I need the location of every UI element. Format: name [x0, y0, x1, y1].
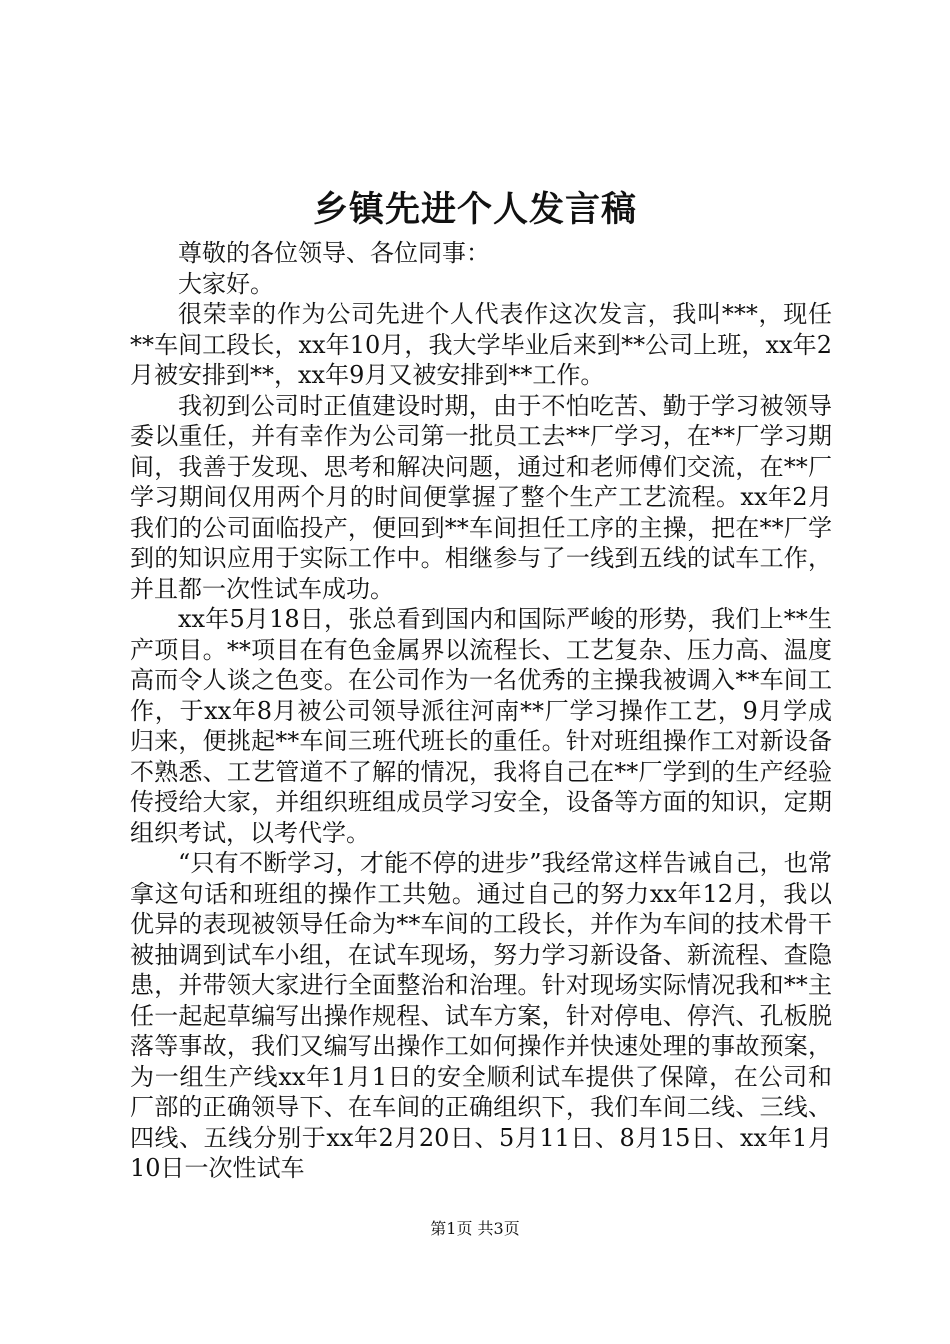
paragraph: 我初到公司时正值建设时期，由于不怕吃苦、勤于学习被领导委以重任，并有幸作为公司第一批员工去**厂学习，在**厂学习期间，我善于发现、思考和解决问题，通过和老师傅们交流，在**厂学习期间仅用两个月的时间便掌握了整个生产工艺流程。xx年2月我们的公司面临投产，便回到**车间担任工序的主操，把在**厂学到的知识应用于实际工作中。相继参与了一线到五线的试车工作，并且都一次性试车成功。: [130, 391, 832, 603]
salutation: 尊敬的各位领导、各位同事：: [178, 239, 490, 267]
greeting: 大家好。: [178, 269, 274, 298]
paragraph: 很荣幸的作为公司先进个人代表作这次发言，我叫***，现任**车间工段长，xx年10月，我大学毕业后来到**公司上班，xx年2月被安排到**，xx年9月又被安排到**工作。: [130, 300, 832, 389]
page-number-footer: 第1页 共3页: [430, 1219, 520, 1238]
document-body: [130, 238, 832, 1184]
paragraph: “只有不断学习，才能不停的进步”我经常这样告诫自己，也常拿这句话和班组的操作工共勉。通过自己的努力xx年12月，我以优异的表现被领导任命为**车间的工段长，并作为车间的技术骨干被抽调到试车小组，在试车现场，努力学习新设备、新流程、查隐患，并带领大家进行全面整治和治理。针对现场实际情况我和**主任一起起草编写出操作规程、试车方案，针对停电、停汽、孔板脱落等事故，我们又编写出操作工如何操作并快速处理的事故预案，为一组生产线xx年1月1日的安全顺利试车提供了保障，在公司和厂部的正确领导下、在车间的正确组织下，我们车间二线、三线、四线、五线分别于xx年2月20日、5月11日、8月15日、xx年1月10日一次性试车: [130, 849, 832, 1182]
paragraph: xx年5月18日，张总看到国内和国际严峻的形势，我们上**生产项目。**项目在有色金属界以流程长、工艺复杂、压力高、温度高而令人谈之色变。在公司作为一名优秀的主操我被调入**车间工作，于xx年8月被公司领导派往河南**厂学习操作工艺，9月学成归来，便挑起**车间三班代班长的重任。针对班组操作工对新设备不熟悉、工艺管道不了解的情况，我将自己在**厂学到的生产经验传授给大家，并组织班组成员学习安全，设备等方面的知识，定期组织考试，以考代学。: [130, 605, 832, 847]
document-title: 乡镇先进个人发言稿: [312, 189, 637, 230]
